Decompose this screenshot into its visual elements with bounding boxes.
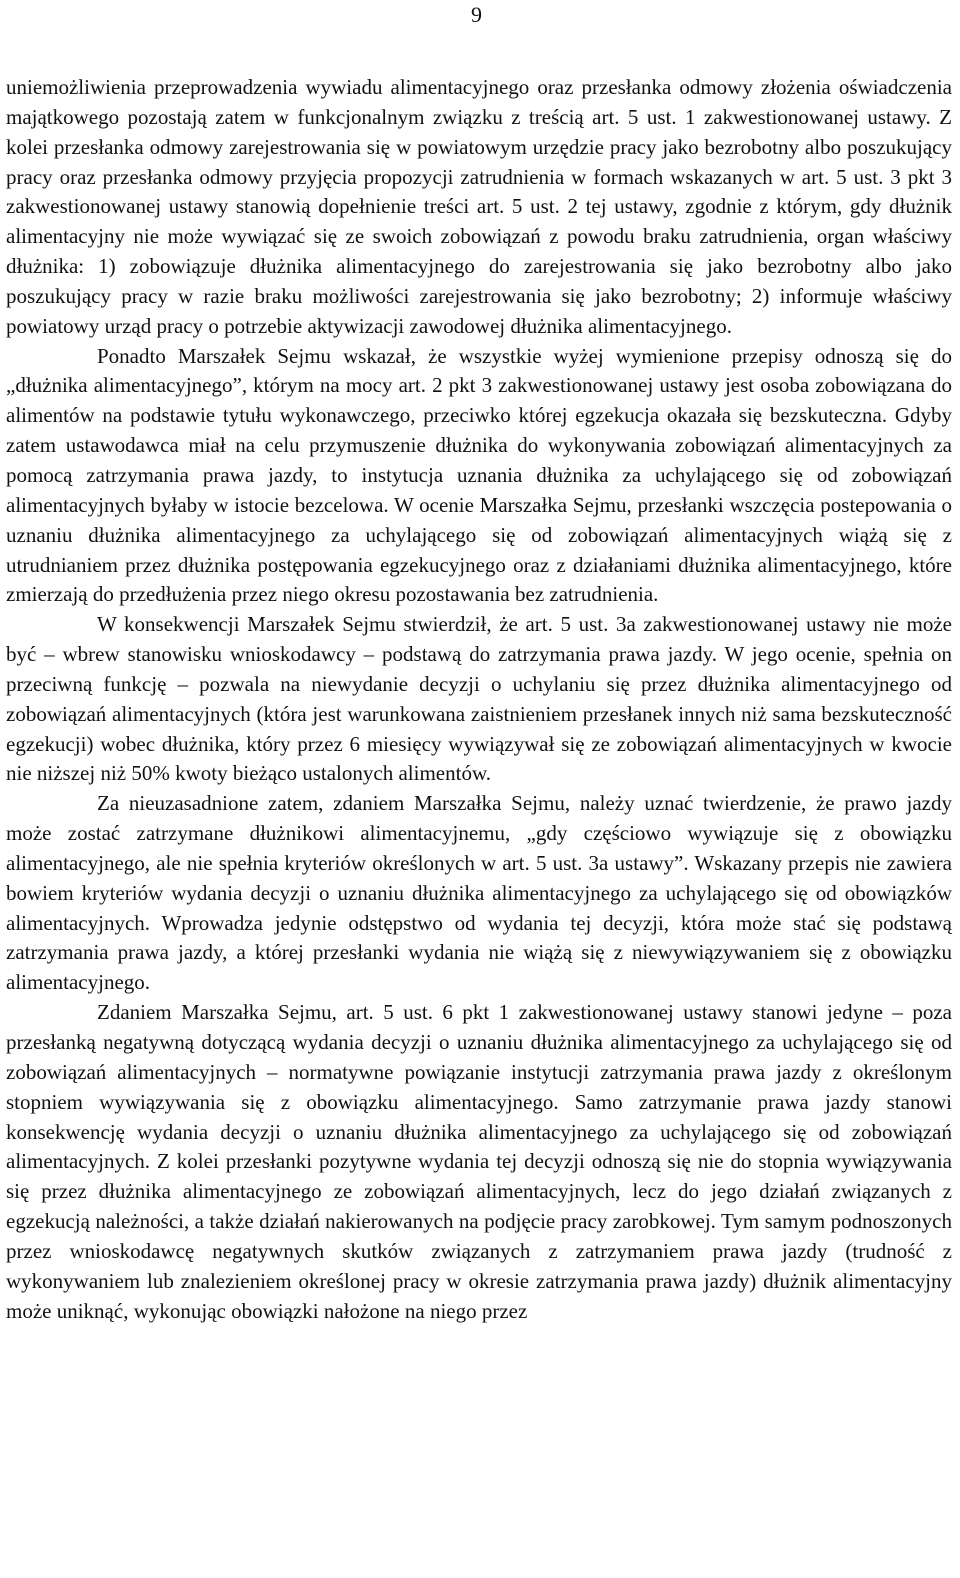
paragraph-5: Zdaniem Marszałka Sejmu, art. 5 ust. 6 pkt 1 zakwestionowanej ustawy stanowi jedyne – poza przesłanką negatywną dotyczącą wydania decyzji o uznaniu dłużnika alimentacyjnego za uchylającego się od zobowiązań alimentacyjnych – normatywne powiązanie instytucji zatrzymania prawa jazdy z określonym stopniem wywiązywania się z obowiązku alimentacyjnego. Samo zatrzymanie prawa jazdy stanowi konsekwencję wydania decyzji o uznaniu dłużnika alimentacyjnego za uchylającego się od zobowiązań alimentacyjnych. Z kolei przesłanki pozytywne wydania tej decyzji odnoszą się nie do stopnia wywiązywania się przez dłużnika alimentacyjnego ze zobowiązań alimentacyjnych, lecz do jego działań związanych z egzekucją należności, a także działań nakierowanych na podjęcie pracy zarobkowej. Tym samym podnoszonych przez wnioskodawcę negatywnych skutków związanych z zatrzymaniem prawa jazdy (trudność z wykonywaniem lub znalezieniem określonej pracy w okresie zatrzymania prawa jazdy) dłużnik alimentacyjny może uniknąć, wykonując obowiązki nałożone na niego przez <box>6 1000 952 1323</box>
paragraph-1: uniemożliwienia przeprowadzenia wywiadu alimentacyjnego oraz przesłanka odmowy złożenia oświadczenia majątkowego pozostają zatem w funkcjonalnym związku z treścią art. 5 ust. 1 zakwestionowanej ustawy. Z kolei przesłanka odmowy zarejestrowania się w powiatowym urzędzie pracy jako bezrobotny albo poszukujący pracy oraz przesłanka odmowy przyjęcia propozycji zatrudnienia w formach wskazanych w art. 5 ust. 3 pkt 3 zakwestionowanej ustawy stanowią dopełnienie treści art. 5 ust. 2 tej ustawy, zgodnie z którym, gdy dłużnik alimentacyjny nie może wywiązać się ze swoich zobowiązań z powodu braku zatrudnienia, organ właściwy dłużnika: 1) zobowiązuje dłużnika alimentacyjnego do zarejestrowania się jako bezrobotny albo jako poszukujący pracy w razie braku możliwości zarejestrowania się jako bezrobotny; 2) informuje właściwy powiatowy urząd pracy o potrzebie aktywizacji zawodowej dłużnika alimentacyjnego. <box>6 75 952 338</box>
paragraph-2: Ponadto Marszałek Sejmu wskazał, że wszystkie wyżej wymienione przepisy odnoszą się do „dłużnika alimentacyjnego”, którym na mocy art. 2 pkt 3 zakwestionowanej ustawy jest osoba zobowiązana do alimentów na podstawie tytułu wykonawczego, przeciwko której egzekucja okazała się bezskuteczna. Gdyby zatem ustawodawca miał na celu przymuszenie dłużnika do wykonywania zobowiązań alimentacyjnych za pomocą zatrzymania prawa jazdy, to instytucja uznania dłużnika za uchylającego się od zobowiązań alimentacyjnych byłaby w istocie bezcelowa. W ocenie Marszałka Sejmu, przesłanki wszczęcia postepowania o uznaniu dłużnika alimentacyjnego za uchylającego się od zobowiązań alimentacyjnych wiążą się z utrudnianiem przez dłużnika postępowania egzekucyjnego oraz z działaniami dłużnika alimentacyjnego, które zmierzają do przedłużenia przez niego okresu pozostawania bez zatrudnienia. <box>6 343 952 607</box>
paragraph-3: W konsekwencji Marszałek Sejmu stwierdził, że art. 5 ust. 3a zakwestionowanej ustawy nie może być – wbrew stanowisku wnioskodawcy – podstawą do zatrzymania prawa jazdy. W jego ocenie, spełnia on przeciwną funkcję – pozwala na niewydanie decyzji o uchylaniu się przez dłużnika alimentacyjnego od zobowiązań alimentacyjnych (która jest warunkowana zaistnieniem przesłanek innych niż sama bezskuteczność egzekucji) wobec dłużnika, który przez 6 miesięcy wywiązywał się ze zobowiązań alimentacyjnych w kwocie nie niższej niż 50% kwoty bieżąco ustalonych alimentów. <box>6 612 952 786</box>
page-number: 9 <box>471 2 482 27</box>
document-body <box>6 73 952 1326</box>
paragraph-4: Za nieuzasadnione zatem, zdaniem Marszałka Sejmu, należy uznać twierdzenie, że prawo jazdy może zostać zatrzymane dłużnikowi alimentacyjnemu, „gdy częściowo wywiązuje się z obowiązku alimentacyjnego, ale nie spełnia kryteriów określonych w art. 5 ust. 3a ustawy”. Wskazany przepis nie zawiera bowiem kryteriów wydania decyzji o uznaniu dłużnika alimentacyjnego za uchylającego się od obowiązków alimentacyjnych. Wprowadza jedynie odstępstwo od wydania tej decyzji, która może stać się podstawą zatrzymania prawa jazdy, a której przesłanki wydania nie wiążą się z niewywiązywaniem się z obowiązku alimentacyjnego. <box>6 791 952 995</box>
